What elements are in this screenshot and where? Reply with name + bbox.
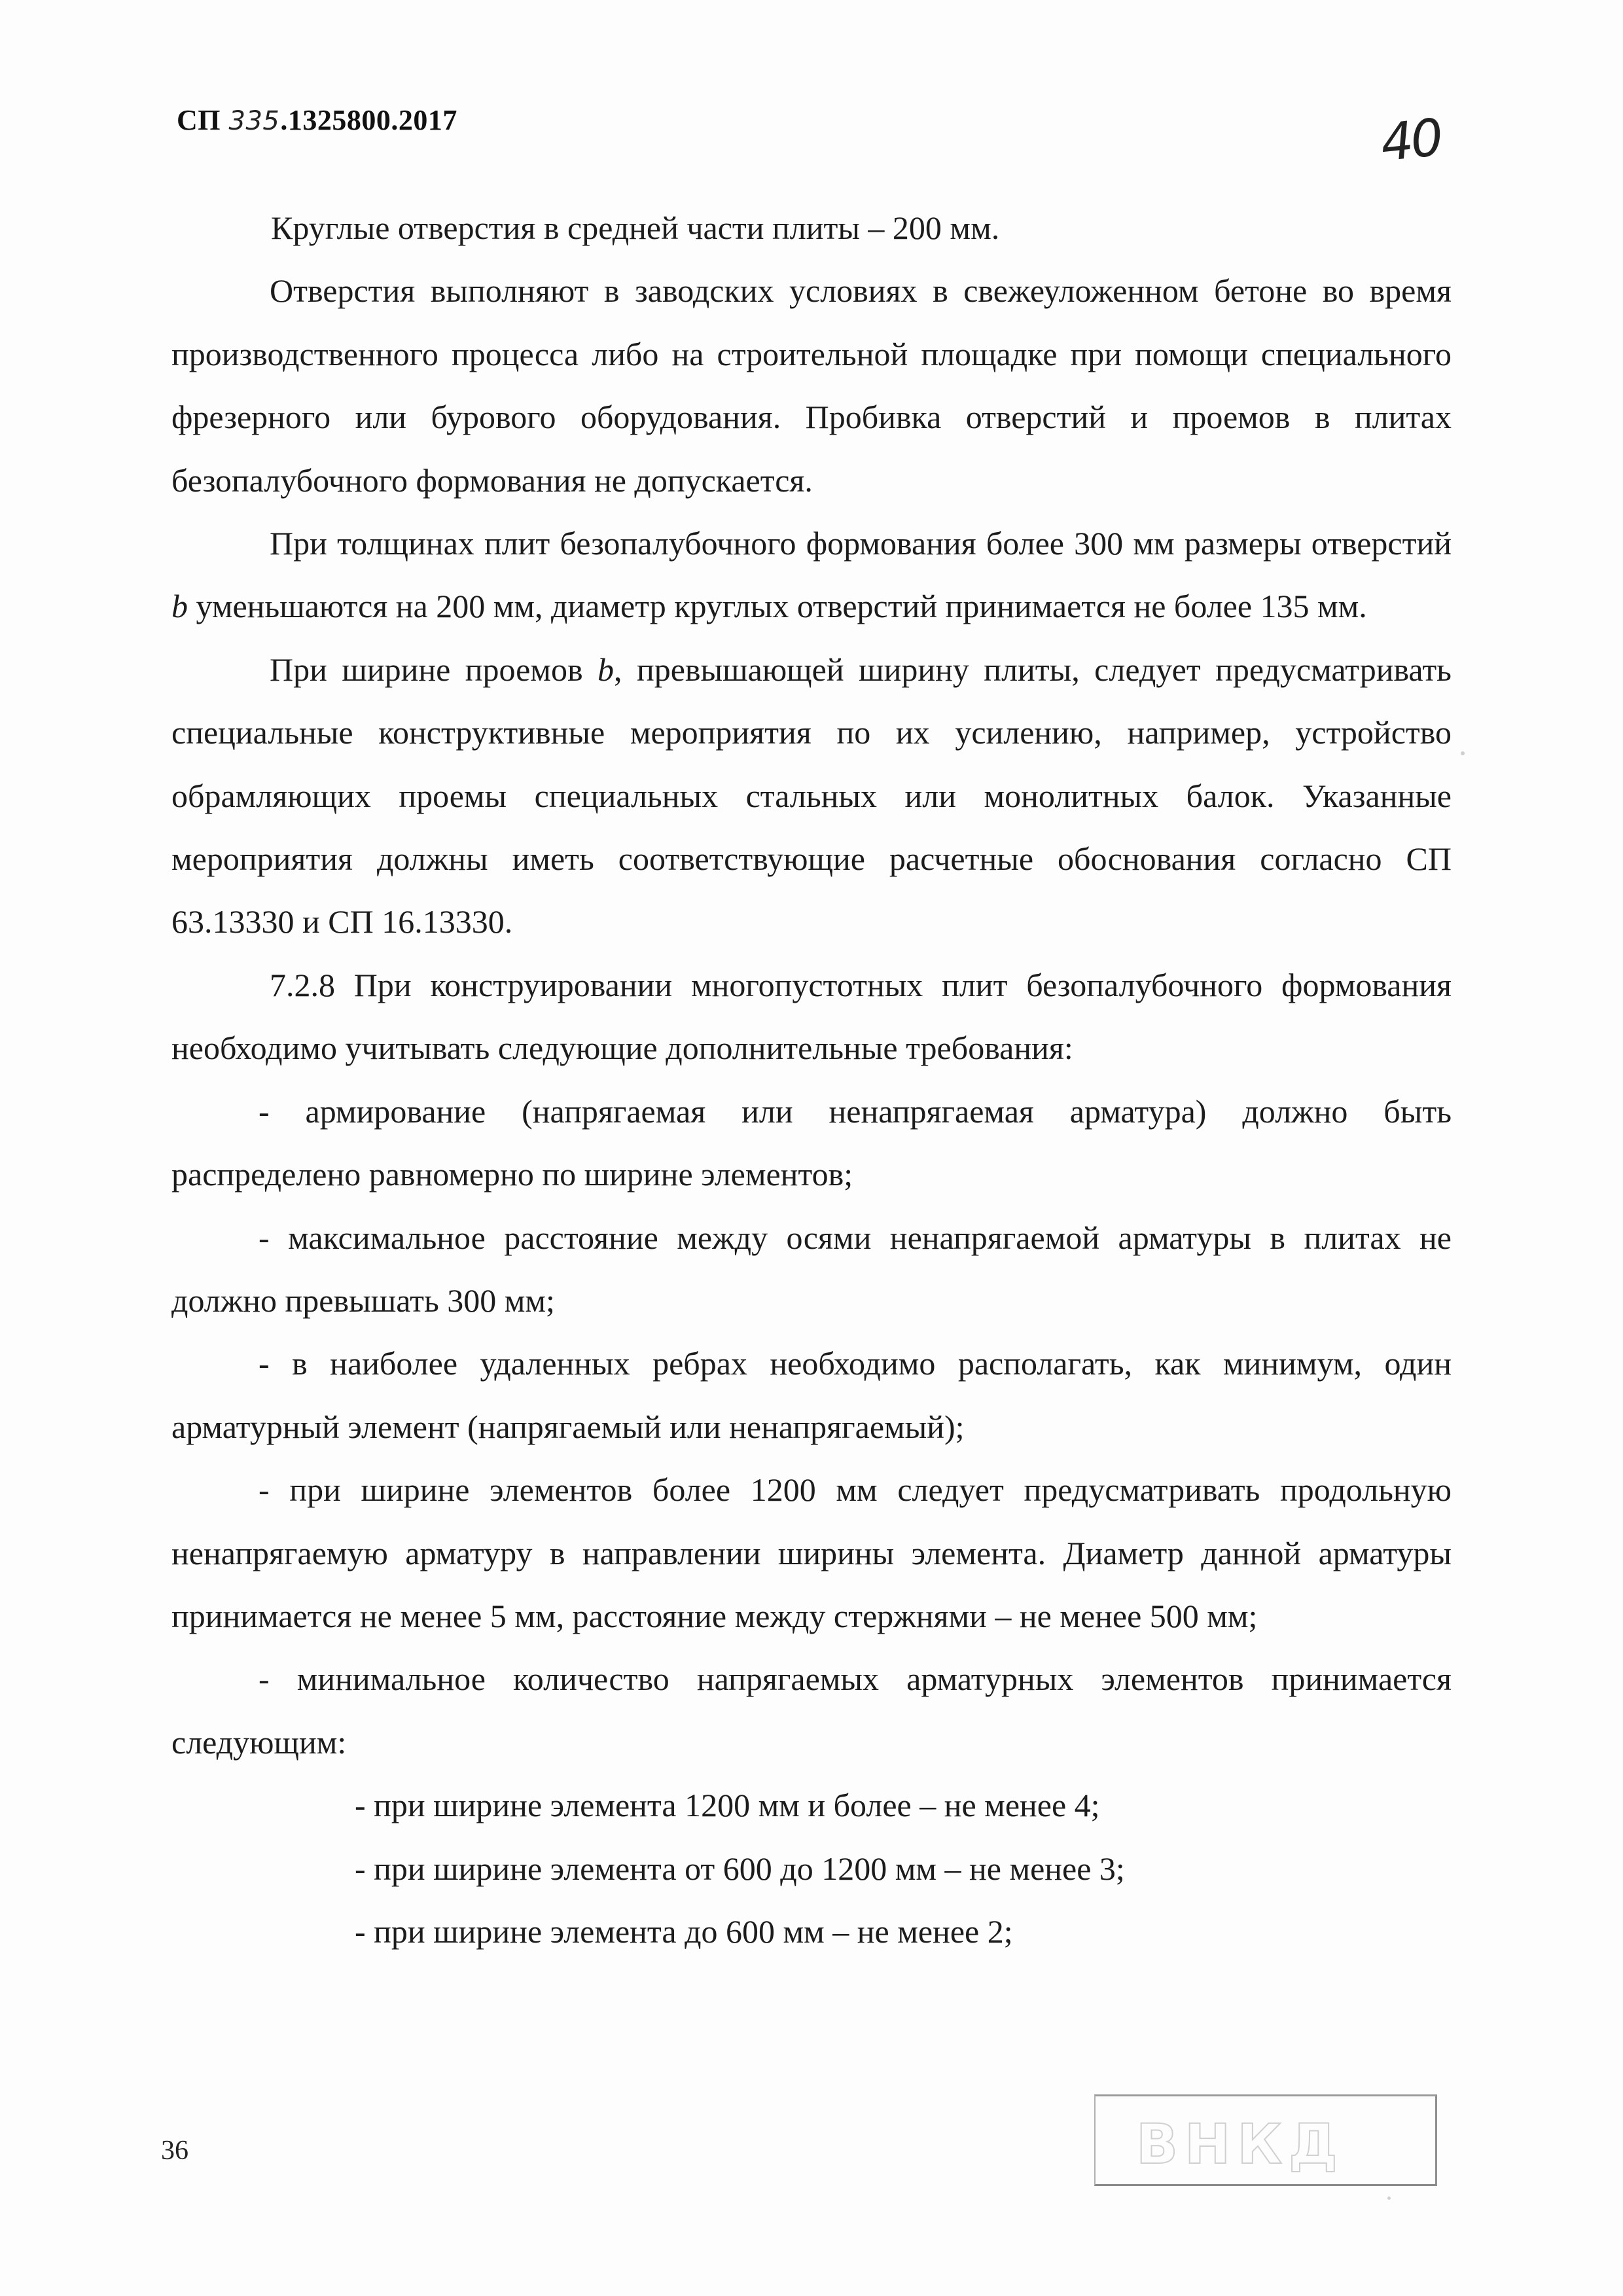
paragraph-text: При ширине проемов (270, 651, 598, 688)
variable-b: b (597, 651, 615, 688)
paragraph-text: При толщинах плит безопалубочного формования более 300 мм размеры отверстий (270, 525, 1452, 562)
paragraph: Круглые отверстия в средней части плиты – 200 мм. (271, 209, 1000, 246)
scan-speck (1461, 751, 1465, 755)
requirement-item: - при ширине элементов более 1200 мм следует предусматривать продольную ненапрягаемую арматуру в направлении ширины элемента. Диаметр данной арматуры принимается не менее 5 мм, расстояние между стержнями – не менее 500 мм; (171, 1471, 1452, 1634)
scan-speck (1387, 2197, 1391, 2200)
page-number: 36 (161, 2136, 188, 2166)
requirement-item: - минимальное количество напрягаемых арматурных элементов принимается следующим: (171, 1660, 1452, 1761)
paragraph (171, 638, 1452, 954)
paragraph (171, 512, 1452, 638)
requirement-item: - армирование (напрягаемая или ненапрягаемая арматура) должно быть распределено равномерно по ширине элементов; (171, 1092, 1452, 1193)
sub-requirement-item: - при ширине элемента 1200 мм и более – не менее 4; (355, 1787, 1100, 1824)
document-body (171, 196, 1452, 1963)
stamp-text: ВНКД (1136, 2112, 1344, 2176)
handwritten-page-number: 40 (1378, 108, 1444, 173)
paragraph-text: уменьшаются на 200 мм, диаметр круглых отверстий принимается не более 135 мм. (188, 588, 1367, 625)
variable-b: b (171, 588, 188, 625)
sub-requirement-item: - при ширине элемента до 600 мм – не менее 2; (355, 1912, 1013, 1950)
paragraph-text: , превышающей ширину плиты, следует предусматривать специальные конструктивные мероприятия по их усилению, например, устройство обрамляющих проемы специальных стальных или монолитных балок. Указанные мероприятия должны иметь соответствующие расчетные обоснования согласно СП 63.13330 и СП 16.13330. (171, 651, 1452, 941)
paragraph: Отверстия выполняют в заводских условиях в свежеуложенном бетоне во время производственного процесса либо на строительной площадке при помощи специального фрезерного или бурового оборудования. Пробивка отверстий и проемов в плитах безопалубочного формования не допускается. (171, 272, 1452, 499)
sub-requirement-item: - при ширине элемента от 600 до 1200 мм – не менее 3; (355, 1850, 1125, 1887)
handwritten-code-number: 335 (228, 106, 280, 136)
document-code (177, 103, 457, 137)
document-code-suffix: .1325800.2017 (280, 104, 457, 136)
requirement-item: - максимальное расстояние между осями ненапрягаемой арматуры в плитах не должно превышать 300 мм; (171, 1219, 1452, 1319)
requirement-item: - в наиболее удаленных ребрах необходимо располагать, как минимум, один арматурный элемент (напрягаемый или ненапрягаемый); (171, 1345, 1452, 1445)
stamp (1094, 2094, 1437, 2186)
clause-7-2-8: 7.2.8 При конструировании многопустотных плит безопалубочного формования необходимо учитывать следующие дополнительные требования: (171, 966, 1452, 1067)
document-code-prefix: СП (177, 104, 221, 136)
